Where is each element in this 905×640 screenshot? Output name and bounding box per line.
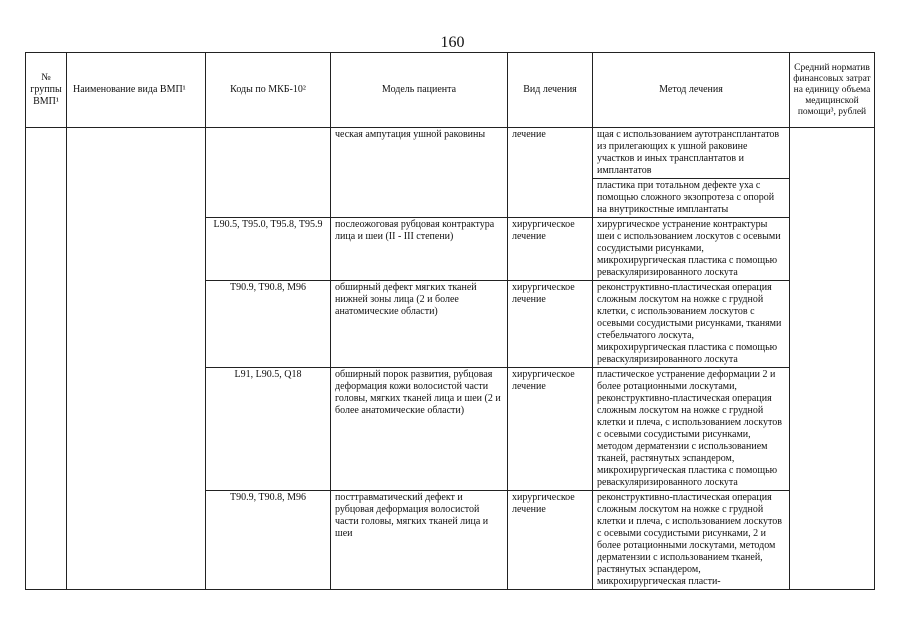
treatment-method-cell: хирургическое устранение контрактуры шеи с использованием лоскутов с осевыми сосудистыми рисунками, микрохирургическая пластика с помощью реваскуляризированного лоскута [593,218,790,281]
header-vmp-name: Наименование вида ВМП¹ [67,53,206,128]
treatment-method-cell [593,128,790,218]
vmp-name-cell [67,128,206,590]
treatment-method-cell: пластическое устранение деформации 2 и более ротационными лоскутами, реконструктивно-пластическая операция сложным лоскутом на ножке с грудной клетки и плеча, с использованием лоскутов с осевыми сосудистыми рисунками, методом дерматензии с использованием тканей, растянутых эспандером, микрохирургическая пластика с помощью реваскуляризированного лоскута [593,368,790,491]
icd-codes-cell: T90.9, T90.8, M96 [206,491,331,590]
financial-norm-cell [790,128,875,590]
patient-model-cell: ческая ампутация ушной раковины [331,128,508,218]
header-treatment-method: Метод лечения [593,53,790,128]
method-item: пластика при тотальном дефекте уха с помощью сложного экзопротеза с опорой на внутрикостные имплантаты [597,180,775,215]
header-treatment-type: Вид лечения [508,53,593,128]
table-row [26,128,875,218]
icd-codes-cell [206,128,331,218]
icd-codes-cell: T90.9, T90.8, M96 [206,281,331,368]
table-header-row [26,53,875,128]
treatment-method-cell: реконструктивно-пластическая операция сложным лоскутом на ножке с грудной клетки, с использованием лоскутов с осевыми сосудистыми рисунками, тканями стебельчатого лоскута, микрохирургическая пластика с помощью реваскуляризированного лоскута [593,281,790,368]
treatment-type-cell: хирургическое лечение [508,368,593,491]
treatment-type-cell: хирургическое лечение [508,281,593,368]
header-icd-codes: Коды по МКБ-10² [206,53,331,128]
icd-codes-cell: L91, L90.5, Q18 [206,368,331,491]
patient-model-cell: обширный порок развития, рубцовая деформация кожи волосистой части головы, мягких тканей лица и шеи (2 и более анатомические области) [331,368,508,491]
patient-model-cell: посттравматический дефект и рубцовая деформация волосистой части головы, мягких тканей лица и шеи [331,491,508,590]
group-no-cell [26,128,67,590]
header-financial-norm: Средний норматив финансовых затрат на единицу объема медицинской помощи³, рублей [790,53,875,128]
header-group-no: № группы ВМП¹ [26,53,67,128]
treatment-type-cell: хирургическое лечение [508,218,593,281]
treatment-type-cell: хирургическое лечение [508,491,593,590]
treatment-type-cell: лечение [508,128,593,218]
treatment-method-cell: реконструктивно-пластическая операция сложным лоскутом на ножке с грудной клетки и плеча, с использованием лоскутов с осевыми сосудистыми рисунками, 2 и более ротационными лоскутами, методом дерматензии с использованием тканей, растянутых эспандером, микрохирургическая пласти- [593,491,790,590]
page-number: 160 [440,34,465,51]
patient-model-cell: обширный дефект мягких тканей нижней зоны лица (2 и более анатомические области) [331,281,508,368]
patient-model-cell: послеожоговая рубцовая контрактура лица и шеи (II - III степени) [331,218,508,281]
icd-codes-cell: L90.5, T95.0, T95.8, T95.9 [206,218,331,281]
vmp-table [25,52,875,590]
method-item: щая с использованием аутотрансплантатов из прилегающих к ушной раковине участков и иных трансплантатов и имплантатов [593,128,789,179]
header-patient-model: Модель пациента [331,53,508,128]
